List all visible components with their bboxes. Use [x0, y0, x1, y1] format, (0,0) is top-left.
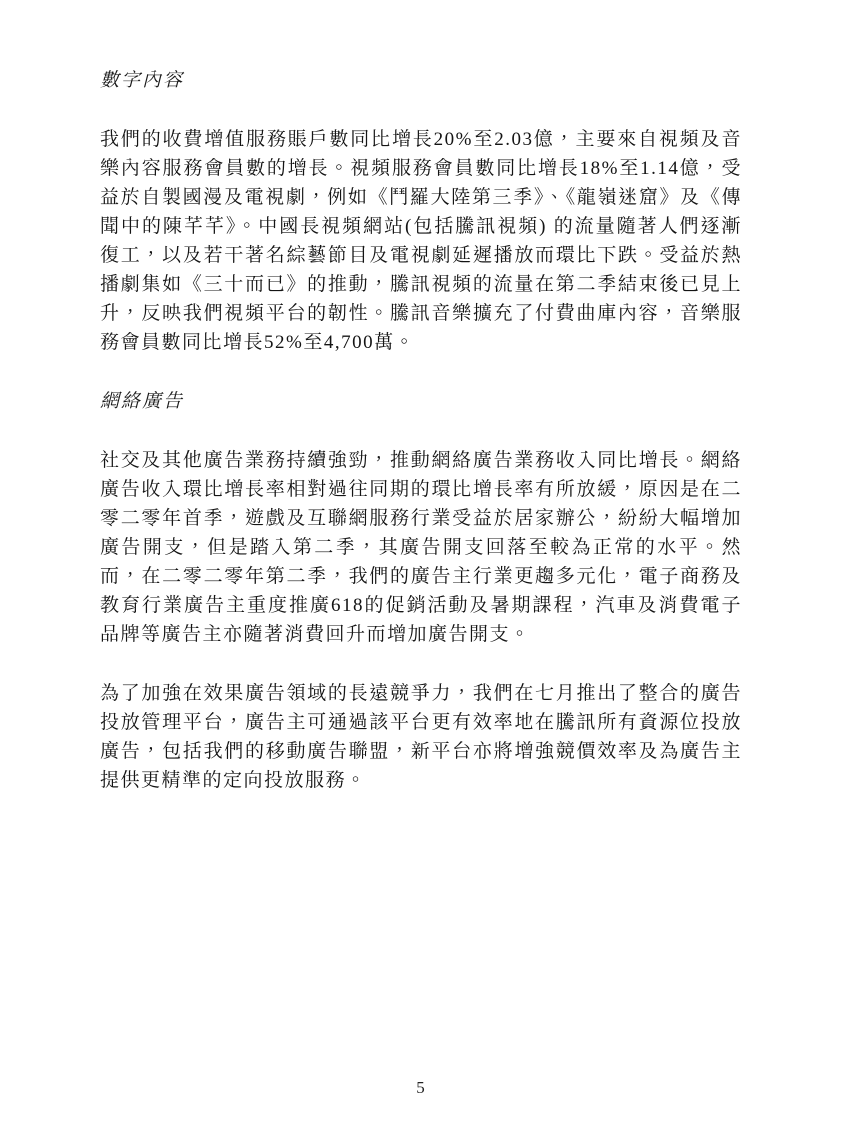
- paragraph-digital-content-1: 我們的收費增值服務賬戶數同比增長20%至2.03億，主要來自視頻及音樂內容服務會員數的增長。視頻服務會員數同比增長18%至1.14億，受益於自製國漫及電視劇，例如《鬥羅大陸第三季》、《龍嶺迷窟》及《傳聞中的陳芊芊》。中國長視頻網站(包括騰訊視頻) 的流量隨著人們逐漸復工，以及若干著名綜藝節目及電視劇延遲播放而環比下跌。受益於熱播劇集如《三十而已》的推動，騰訊視頻的流量在第二季結束後已見上升，反映我們視頻平台的韌性。騰訊音樂擴充了付費曲庫內容，音樂服務會員數同比增長52%至4,700萬。: [100, 129, 742, 353]
- page-content: [100, 66, 742, 795]
- section-digital-content: [100, 66, 742, 357]
- paragraph-online-advertising-1: 社交及其他廣告業務持續強勁，推動網絡廣告業務收入同比增長。網絡廣告收入環比增長率相對過往同期的環比增長率有所放緩，原因是在二零二零年首季，遊戲及互聯網服務行業受益於居家辦公，紛紛大幅增加廣告開支，但是踏入第二季，其廣告開支回落至較為正常的水平。然而，在二零二零年第二季，我們的廣告主行業更趨多元化，電子商務及教育行業廣告主重度推廣618的促銷活動及暑期課程，汽車及消費電子品牌等廣告主亦隨著消費回升而增加廣告開支。: [100, 450, 742, 645]
- paragraph-online-advertising-2: 為了加強在效果廣告領域的長遠競爭力，我們在七月推出了整合的廣告投放管理平台，廣告主可通過該平台更有效率地在騰訊所有資源位投放廣告，包括我們的移動廣告聯盟，新平台亦將增強競價效率及為廣告主提供更精準的定向投放服務。: [100, 683, 742, 791]
- section-heading-online-advertising: 網絡廣告: [100, 391, 185, 412]
- section-online-advertising: [100, 387, 742, 795]
- section-heading-digital-content: 數字內容: [100, 70, 185, 91]
- page-number: 5: [416, 1078, 425, 1097]
